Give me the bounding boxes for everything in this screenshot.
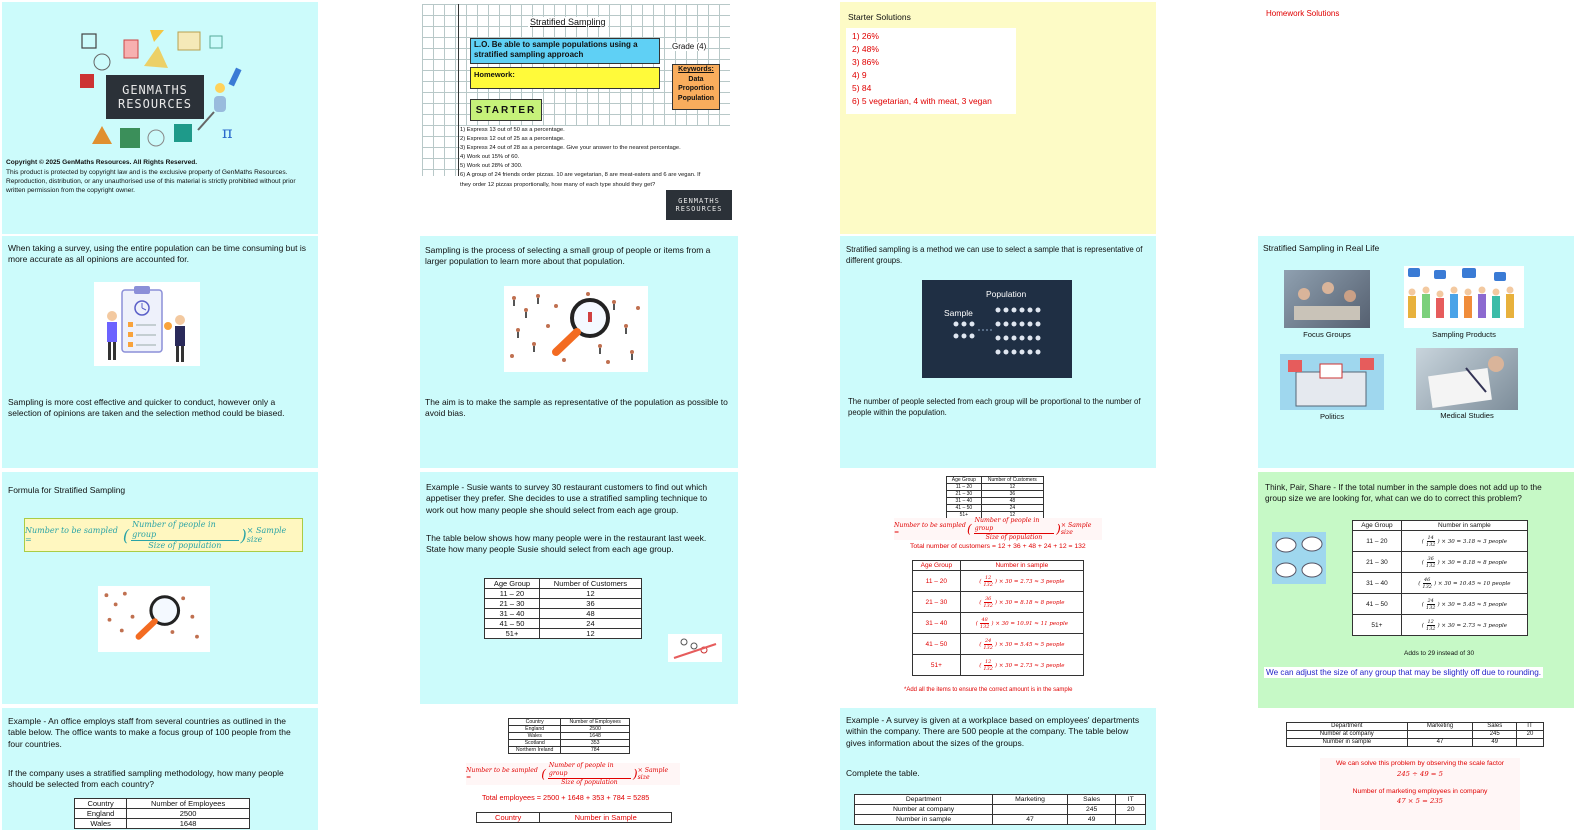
genmaths-logo	[106, 75, 204, 119]
table-cell	[1407, 731, 1473, 739]
table-cell: 245	[1067, 805, 1116, 815]
table-cell	[1116, 815, 1146, 825]
table-header: Number in sample	[1401, 521, 1527, 531]
magnifier-crowd-illustration	[504, 286, 648, 372]
starter-question: 1) Express 13 out of 50 as a percentage.	[460, 127, 565, 133]
table-cell: 1648	[127, 819, 250, 829]
formula-denominator: Size of population	[985, 533, 1043, 541]
formula-numerator: Number of people in group	[131, 520, 238, 541]
slide-susie-solution	[840, 472, 1156, 704]
caption-medical-studies: Medical Studies	[1440, 411, 1494, 420]
table-row	[485, 609, 642, 619]
copyright-body: This product is protected by copyright law and is the exclusive property of GenMaths Resources. Reproduction, distribution, or any unauthorised use of this material is strictly prohibited without prior written permission from the copyright owner.	[6, 169, 296, 194]
homework-box	[470, 67, 660, 89]
table-row	[509, 740, 630, 747]
table-cell: 47	[993, 815, 1068, 825]
country-sample-table	[476, 812, 672, 823]
table-cell: ( $\frac{14}{132}$ ) × 30 = 3.18 ≈ 3 people	[1401, 531, 1527, 552]
table-header: Department	[1287, 723, 1408, 731]
table-header: Number in Sample	[540, 813, 672, 823]
table-cell: 31 – 40	[947, 498, 982, 505]
learning-objective-box	[470, 38, 660, 64]
starter-question: 6) A group of 24 friends order pizzas. 10 are vegetarian, 8 are meat-eaters and 6 are vegan. If	[460, 172, 701, 179]
table-row	[913, 613, 1084, 634]
table-cell: 12	[539, 629, 641, 639]
table-header: Number of Customers	[539, 579, 641, 589]
keywords-box	[672, 64, 720, 110]
table-cell: Northern Ireland	[509, 747, 561, 754]
calc-result: × 30 = 3.18 ≈ 3 people	[1441, 538, 1508, 545]
table-cell: England	[509, 726, 561, 733]
table-row	[947, 491, 1044, 498]
table-row	[1353, 573, 1528, 594]
table-header: Marketing	[1407, 723, 1473, 731]
clipboard-illustration	[94, 282, 200, 366]
total-customers-line: Total number of customers = 12 + 36 + 48 + 24 + 12 = 132	[910, 543, 1086, 550]
table-cell: ( $\frac{36}{132}$ ) × 30 = 8.18 ≈ 8 people	[1401, 552, 1527, 573]
svg-text:π: π	[222, 123, 233, 142]
table-row	[913, 571, 1084, 592]
table-cell: 41 – 50	[485, 619, 540, 629]
table-row	[75, 819, 250, 829]
table-cell: ( $\frac{12}{132}$ ) × 30 = 2.73 ≈ 3 people	[960, 655, 1083, 676]
fraction-denominator: 132	[1425, 562, 1436, 569]
fraction-numerator: 12	[984, 658, 992, 665]
table-row	[913, 592, 1084, 613]
table-cell: 51+	[913, 655, 961, 676]
calc-result: × 30 = 2.73 ≈ 3 people	[998, 662, 1065, 669]
table-header: Age Group	[485, 579, 540, 589]
table-cell: 20	[1516, 731, 1543, 739]
table-cell	[993, 805, 1068, 815]
table-cell: 48	[539, 609, 641, 619]
table-row	[485, 619, 642, 629]
calc-result: × 30 = 2.73 ≈ 3 people	[998, 578, 1065, 585]
table-row	[485, 599, 642, 609]
proportional-text: The number of people selected from each group will be proportional to the number of people within the population.	[848, 397, 1141, 417]
table-cell: 49	[1473, 739, 1516, 747]
starter-question: 2) Express 12 out of 25 as a percentage.	[460, 136, 565, 143]
table-cell: Wales	[509, 733, 561, 740]
table-header: Age Group	[913, 561, 961, 571]
scale-factor-solution	[1320, 758, 1520, 830]
table-row	[913, 655, 1084, 676]
scale-factor-text: We can solve this problem by observing the scale factor	[1336, 760, 1504, 767]
formula-rhs: × Sample size	[637, 767, 669, 781]
table-cell: 41 – 50	[947, 505, 982, 512]
table-cell: 12	[981, 484, 1043, 491]
customers-table-small	[946, 476, 1044, 519]
table-row	[1353, 594, 1528, 615]
magnifier-crowd-illustration-small	[98, 586, 210, 652]
table-header: Sales	[1067, 795, 1116, 805]
fraction-numerator: 48	[981, 616, 988, 623]
logo-text-line1: GENMATHS	[122, 83, 188, 97]
formula-lhs: Number to be sampled =	[466, 767, 538, 781]
calc-result: × 30 = 5.45 ≈ 5 people	[998, 641, 1065, 648]
fraction-denominator: 132	[983, 602, 993, 609]
keyword: Data	[688, 75, 704, 83]
grade-label: Grade (4)	[672, 42, 707, 51]
starter-question: 3) Express 24 out of 28 as a percentage. Give your answer to the nearest percentage.	[460, 145, 681, 152]
thought-bubbles-icon	[1272, 532, 1326, 584]
calc-result: × 30 = 8.18 ≈ 8 people	[1441, 559, 1508, 566]
total-employees-line: Total employees = 2500 + 1648 + 353 + 784 = 5285	[482, 793, 650, 802]
table-cell: ( $\frac{12}{132}$ ) × 30 = 2.73 ≈ 3 people	[960, 571, 1083, 592]
table-header: IT	[1116, 795, 1146, 805]
table-row	[509, 726, 630, 733]
table-row	[1287, 739, 1544, 747]
susie-table-intro: The table below shows how many people were in the restaurant last week. State how many people Susie should select from each age group.	[426, 533, 707, 555]
table-cell: 21 – 30	[1353, 552, 1402, 573]
keyword: Population	[677, 94, 715, 102]
marketing-calc: 47 × 5 = 235	[1397, 797, 1443, 805]
table-header: Age Group	[1353, 521, 1402, 531]
formula-denominator: Size of population	[148, 540, 222, 550]
formula-numerator: Number of people in group	[974, 517, 1055, 534]
table-cell: ( $\frac{48}{132}$ ) × 30 = 10.91 ≈ 11 people	[960, 613, 1083, 634]
table-cell: 47	[1407, 739, 1473, 747]
sampling-definition-text: Sampling is the process of selecting a small group of people or items from a larger population to learn more about that population.	[425, 245, 711, 267]
logo-text-line2: RESOURCES	[675, 205, 723, 213]
department-table	[854, 794, 1146, 825]
table-cell: 48	[981, 498, 1043, 505]
fraction-numerator: 46	[1424, 576, 1431, 583]
slide-homework-solutions	[1258, 2, 1574, 234]
caption-focus-groups: Focus Groups	[1303, 330, 1351, 339]
table-row	[485, 629, 642, 639]
fraction-denominator: 132	[1422, 583, 1432, 590]
table-cell: ( $\frac{46}{132}$ ) × 30 = 10.45 ≈ 10 people	[1401, 573, 1527, 594]
table-row	[947, 484, 1044, 491]
slide-workplace-solution	[1258, 708, 1574, 830]
fraction-numerator: 36	[984, 595, 992, 602]
table-cell: Wales	[75, 819, 127, 829]
table-cell: 2500	[127, 809, 250, 819]
marketing-text: Number of marketing employees in company	[1352, 788, 1488, 795]
table-cell: 353	[561, 740, 630, 747]
department-table-solution	[1286, 722, 1544, 747]
table-cell: 245	[1473, 731, 1516, 739]
fraction-denominator: 132	[1425, 541, 1436, 548]
formula-rhs: × Sample size	[1060, 522, 1092, 536]
table-cell: Number at company	[855, 805, 993, 815]
fraction-numerator: 12	[1427, 618, 1434, 625]
table-cell: 11 – 20	[913, 571, 961, 592]
fraction-numerator: 12	[984, 574, 992, 581]
office-formula: Number to be sampled = ( $\frac{\text{Number of people in group}}{\text{Size of population}}$ ) × Sample size	[466, 763, 680, 785]
table-header: Sales	[1473, 723, 1516, 731]
table-header: Number of Customers	[981, 477, 1043, 484]
starter-question: 5) Work out 28% of 300.	[460, 163, 523, 170]
formula-lhs: Number to be sampled =	[25, 526, 118, 544]
solution-formula: Number to be sampled = ( $\frac{\text{Number of people in group}}{\text{Size of population}}$ ) × Sample size	[894, 518, 1102, 540]
population-label: Population	[986, 289, 1027, 299]
fraction-numerator: 36	[1427, 555, 1434, 562]
medical-studies-photo	[1416, 348, 1518, 410]
keyword: Proportion	[678, 85, 714, 92]
table-row	[913, 634, 1084, 655]
slide-think-pair-share	[1258, 472, 1574, 708]
table-cell: 11 – 20	[947, 484, 982, 491]
office-question-text: If the company uses a stratified sampling methodology, how many people should be selected from each country?	[8, 768, 284, 790]
table-header: Country	[75, 799, 127, 809]
keywords-title: Keywords:	[678, 66, 714, 73]
table-row	[947, 498, 1044, 505]
logo-text-line2: RESOURCES	[117, 97, 193, 111]
table-row	[75, 809, 250, 819]
calc-result: × 30 = 8.18 ≈ 8 people	[998, 599, 1065, 606]
table-cell: England	[75, 809, 127, 819]
solutions-title: Starter Solutions	[848, 12, 911, 22]
table-header: Number of Employees	[127, 799, 250, 809]
table-cell: 21 – 30	[947, 491, 982, 498]
solutions-list	[846, 28, 1016, 114]
answer: 3) 86%	[852, 57, 879, 67]
table-header: Department	[855, 795, 993, 805]
formula-title: Formula for Stratified Sampling	[8, 485, 126, 495]
table-header: Number of Employees	[561, 719, 630, 726]
table-cell: 51+	[1353, 615, 1402, 636]
table-cell: 49	[1067, 815, 1116, 825]
table-row	[947, 505, 1044, 512]
lesson-title: Stratified Sampling	[530, 17, 606, 27]
sampling-products-illustration	[1404, 266, 1524, 328]
margin-line	[458, 4, 459, 176]
table-cell: 36	[539, 599, 641, 609]
fraction-denominator: 132	[983, 644, 993, 651]
caption-politics: Politics	[1319, 412, 1345, 421]
slide-real-life	[1258, 236, 1574, 468]
logo-text-line1: GENMATHS	[678, 197, 720, 205]
table-row	[509, 747, 630, 754]
starter-question: they order 12 pizzas proportionally, how many of each type should they get?	[460, 181, 656, 188]
answer: 5) 84	[852, 83, 872, 93]
survey-text: When taking a survey, using the entire population can be time consuming but is more accurate as all opinions are accounted for.	[8, 243, 306, 265]
answer: 1) 26%	[852, 31, 879, 41]
stratified-definition-text: Stratified sampling is a method we can use to select a sample that is representative of different groups.	[846, 245, 1143, 265]
table-cell: ( $\frac{24}{132}$ ) × 30 = 5.45 ≈ 5 people	[960, 634, 1083, 655]
table-cell: 11 – 20	[485, 589, 540, 599]
complete-table-text: Complete the table.	[846, 768, 920, 778]
table-cell	[1516, 739, 1543, 747]
answer: 2) 48%	[852, 44, 879, 54]
slide-susie-example	[420, 472, 738, 704]
calc-result: × 30 = 10.91 ≈ 11 people	[995, 620, 1068, 627]
table-cell: 41 – 50	[1353, 594, 1402, 615]
table-header: IT	[1516, 723, 1543, 731]
fraction-denominator: 132	[979, 623, 990, 630]
slide-formula	[2, 472, 318, 704]
table-cell: 31 – 40	[485, 609, 540, 619]
table-cell: 2500	[561, 726, 630, 733]
copyright-title: Copyright © 2025 GenMaths Resources. All Rights Reserved.	[6, 159, 198, 166]
customers-table	[484, 578, 642, 639]
footnote: *Add all the items to ensure the correct amount is in the sample	[904, 687, 1073, 693]
susie-example-text: Example - Susie wants to survey 30 restaurant customers to find out which appetiser they prefer. She decides to use a stratified sampling technique to work out how many people she should select from each age group.	[426, 482, 708, 515]
adds-to-note: Adds to 29 instead of 30	[1404, 650, 1475, 657]
slide-sampling-definition	[420, 236, 738, 468]
fraction-numerator: 14	[1427, 534, 1434, 541]
sample-population-illustration	[922, 280, 1072, 378]
slide-office-solution	[420, 708, 738, 830]
table-cell: 20	[1116, 805, 1146, 815]
employees-table	[74, 798, 250, 829]
table-row	[855, 805, 1146, 815]
adjust-answer: We can adjust the size of any group that may be slightly off due to rounding.	[1266, 668, 1542, 677]
table-row	[1353, 531, 1528, 552]
formula-lhs: Number to be sampled =	[894, 522, 966, 536]
table-cell: 12	[981, 512, 1043, 519]
table-cell: 24	[981, 505, 1043, 512]
answer: 6) 5 vegetarian, 4 with meat, 3 vegan	[852, 96, 992, 106]
table-row	[485, 589, 642, 599]
table-cell: 11 – 20	[1353, 531, 1402, 552]
slide-workplace-example	[840, 708, 1156, 830]
table-header: Age Group	[947, 477, 982, 484]
table-cell: ( $\frac{36}{132}$ ) × 30 = 8.18 ≈ 8 people	[960, 592, 1083, 613]
table-cell: 21 – 30	[485, 599, 540, 609]
slide-lesson-starter	[420, 2, 738, 234]
table-cell: Number in sample	[1287, 739, 1408, 747]
fraction-numerator: 24	[1427, 597, 1434, 604]
homework-solutions-title: Homework Solutions	[1266, 9, 1340, 18]
calc-result: × 30 = 5.45 ≈ 5 people	[1441, 601, 1508, 608]
table-cell: 784	[561, 747, 630, 754]
table-cell: Number at company	[1287, 731, 1408, 739]
calc-result: × 30 = 2.73 ≈ 3 people	[1441, 622, 1508, 629]
starter-questions	[460, 126, 736, 190]
answer: 4) 9	[852, 70, 867, 80]
table-cell: 36	[981, 491, 1043, 498]
fraction-denominator: 132	[1425, 604, 1436, 611]
table-row	[1353, 615, 1528, 636]
table-header: Country	[509, 719, 561, 726]
table-cell: Scotland	[509, 740, 561, 747]
fraction-numerator: 24	[984, 637, 992, 644]
adjusted-sample-table	[1352, 520, 1528, 636]
table-row	[1353, 552, 1528, 573]
learning-objective: L.O. Be able to sample populations using a stratified sampling approach	[474, 40, 638, 59]
table-cell: 21 – 30	[913, 592, 961, 613]
starter-banner	[470, 99, 542, 121]
table-cell: 31 – 40	[913, 613, 961, 634]
workplace-example-text: Example - A survey is given at a workplace based on employees' departments within the company. There are 500 people at the company. The table below gives information about the sizes of the groups.	[846, 715, 1140, 748]
table-header: Country	[477, 813, 540, 823]
table-cell: 51+	[947, 512, 982, 519]
formula-denominator: Size of population	[561, 778, 618, 786]
table-cell: 24	[539, 619, 641, 629]
starter-label: STARTER	[475, 104, 537, 116]
genmaths-logo-small	[666, 190, 732, 220]
fraction-denominator: 132	[983, 665, 993, 672]
table-row	[855, 815, 1146, 825]
slide-office-example	[2, 708, 318, 830]
table-cell: Number in sample	[855, 815, 993, 825]
calc-result: × 30 = 10.45 ≈ 10 people	[1437, 580, 1511, 587]
office-example-text: Example - An office employs staff from several countries as outlined in the table below. The office wants to make a focus group of 100 people from the four countries.	[8, 716, 291, 749]
table-cell: ( $\frac{24}{132}$ ) × 30 = 5.45 ≈ 5 people	[1401, 594, 1527, 615]
table-cell: 31 – 40	[1353, 573, 1402, 594]
table-cell: 51+	[485, 629, 540, 639]
scale-factor-calc: 245 ÷ 49 = 5	[1397, 770, 1443, 778]
slide-starter-solutions	[840, 2, 1156, 234]
table-cell: ( $\frac{12}{132}$ ) × 30 = 2.73 ≈ 3 people	[1401, 615, 1527, 636]
fraction-denominator: 132	[1425, 625, 1436, 632]
formula-rhs: × Sample size	[246, 526, 287, 544]
fraction-denominator: 132	[983, 581, 993, 588]
table-cell: 1648	[561, 733, 630, 740]
slide-survey-intro	[2, 236, 318, 468]
slide-title-cover	[2, 2, 318, 234]
sampling-aim-text: The aim is to make the sample as representative of the population as possible to avoid bias.	[425, 397, 728, 419]
checklist-pencil-icon	[668, 634, 722, 662]
homework-label: Homework:	[474, 70, 515, 79]
focus-groups-photo	[1284, 270, 1370, 328]
employees-table-small	[508, 718, 630, 754]
think-pair-share-text: Think, Pair, Share - If the total number in the sample does not add up to the group size we are looking for, what can we do to correct this problem?	[1265, 482, 1542, 504]
table-header: Number in sample	[960, 561, 1083, 571]
sample-result-table	[912, 560, 1084, 676]
table-row	[509, 733, 630, 740]
formula-numerator: Number of people in group	[548, 762, 631, 779]
politics-illustration	[1280, 354, 1384, 410]
caption-sampling-products: Sampling Products	[1432, 330, 1496, 339]
table-cell: 41 – 50	[913, 634, 961, 655]
real-life-title: Stratified Sampling in Real Life	[1263, 243, 1380, 253]
starter-question: 4) Work out 15% of 60.	[460, 154, 520, 161]
table-header: Marketing	[993, 795, 1068, 805]
slide-stratified-definition	[840, 236, 1156, 468]
table-row	[1287, 731, 1544, 739]
stratified-formula: Number to be sampled = ( $\frac{\text{Number of people in group}}{\text{Size of population}}$ ) × Sample size	[24, 518, 303, 552]
sample-label: Sample	[944, 308, 973, 318]
sampling-text: Sampling is more cost effective and quicker to conduct, however only a selection of opinions are taken and the selection method could be biased.	[8, 397, 285, 419]
table-cell: 12	[539, 589, 641, 599]
